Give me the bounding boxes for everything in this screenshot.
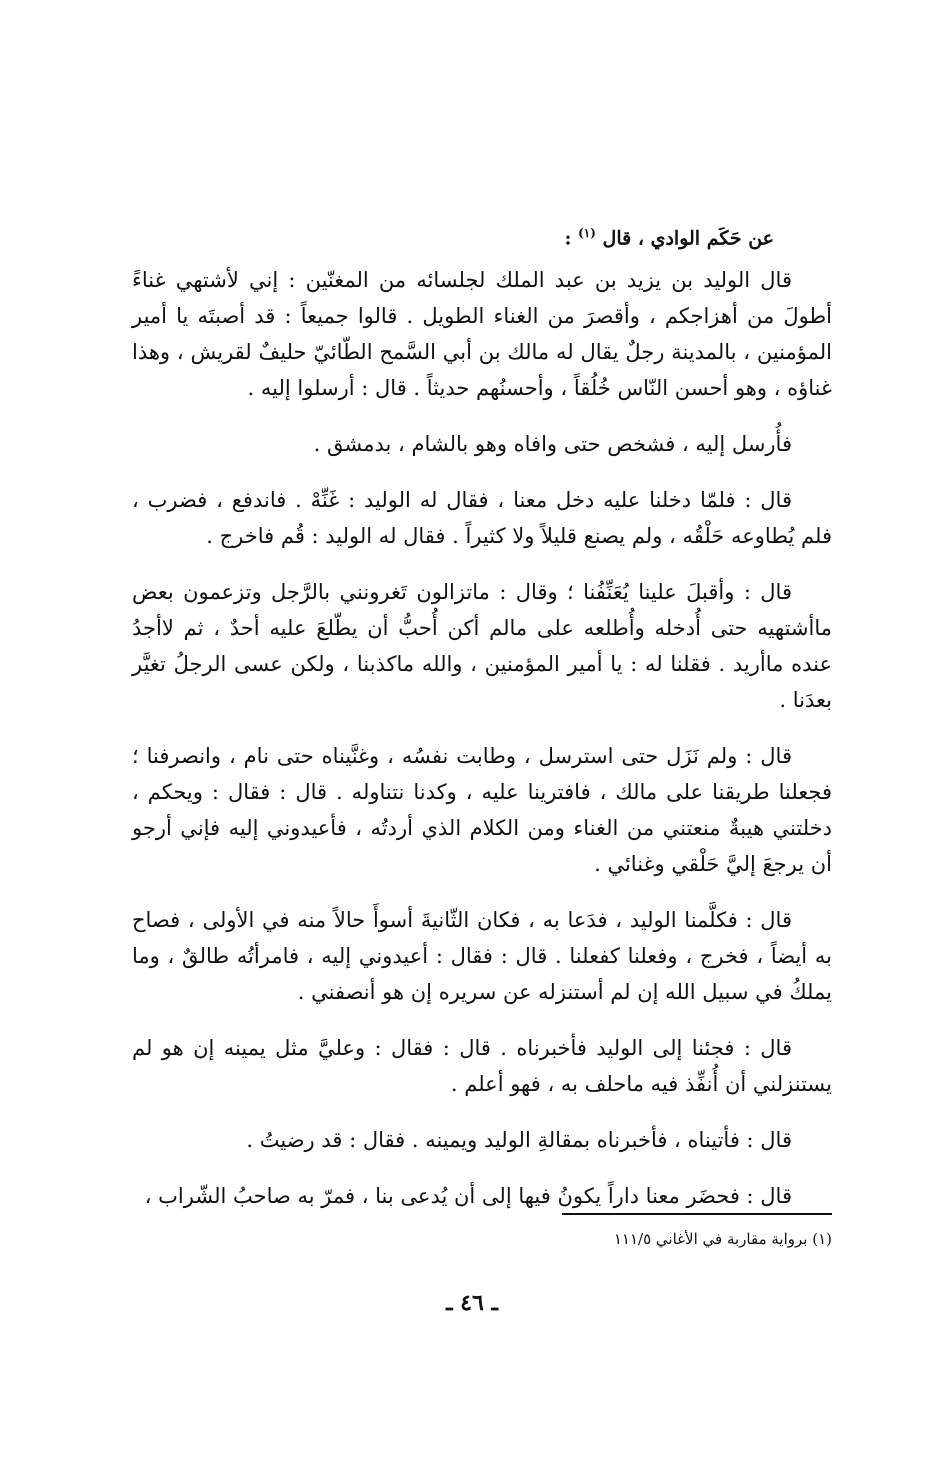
paragraph: قال : ولم نَزَل حتى استرسل ، وطابت نفسُه ، وغنَّيناه حتى نام ، وانصرفنا ؛ فجعلنا طريقنا على مالك ، فافترينا عليه ، وكدنا نتناوله . قال : فقال : ويحكم ، دخلتني هيبةٌ منعتني من الغناء ومن الكلام الذي أردتُه ، فأعيدوني إليه فإني أرجو أن يرجعَ إليَّ حَلْقي وغنائي . <box>132 744 832 876</box>
paragraph: قال : فحضَر معنا داراً يكونُ فيها إلى أن يُدعى بنا ، فمرّ به صاحبُ الشّراب ، <box>144 1184 792 1208</box>
footnote-reference: (١) <box>578 226 596 240</box>
page-number: ـ ٤٦ ـ <box>446 1290 498 1316</box>
paragraph: قال الوليد بن يزيد بن عبد الملك لجلسائه من المغنّين : إني لأشتهي غناءً أطولَ من أهزاجكم ، وأقصرَ من الغناء الطويل . قالوا جميعاً : قد أصبتَه يا أمير المؤمنين ، بالمدينة رجلٌ يقال له مالك بن أبي السَّمح الطّائيّ حليفٌ لقريش ، وهذا غناؤه ، وهو أحسن النّاس خُلُقاً ، وأحسنُهم حديثاً . قال : أرسلوا إليه . <box>132 268 832 400</box>
paragraph: قال : فأتيناه ، فأخبرناه بمقالةِ الوليد ويمينه . فقال : قد رضيتُ . <box>246 1128 792 1152</box>
paragraph: قال : فجئنا إلى الوليد فأخبرناه . قال : فقال : وعليَّ مثل يمينه إن هو لم يستنزلني أن أُنفِّذ فيه ماحلف به ، فهو أعلم . <box>132 1036 832 1096</box>
chapter-heading <box>374 220 774 251</box>
body-text <box>132 262 832 1234</box>
footnote: (١) برواية مقاربة في الأغاني ١١١/٥ <box>613 1230 832 1248</box>
paragraph: قال : فلمّا دخلنا عليه دخل معنا ، فقال له الوليد : غَنِّهْ . فاندفع ، فضرب ، فلم يُطاوعه حَلْقُه ، ولم يصنع قليلاً ولا كثيراً . فقال له الوليد : قُم فاخرج . <box>132 488 832 548</box>
heading-colon: : <box>564 227 572 250</box>
paragraph: فأُرسل إليه ، فشخص حتى وافاه وهو بالشام ، بدمشق . <box>313 432 792 456</box>
paragraph: قال : وأقبلَ علينا يُعَنِّفُنا ؛ وقال : ماتزالون تَغرونني بالرَّجل وتزعمون بعض ماأشتهيه حتى أُدخله وأُطلعه على مالم أكن أُحبُّ أن يطّلعَ عليه أحدٌ ، ثم لاأجدُ عنده ماأريد . فقلنا له : يا أمير المؤمنين ، والله ماكذبنا ، ولكن عسى الرجلُ تغيَّر بعدَنا . <box>132 580 832 712</box>
paragraph: قال : فكلَّمنا الوليد ، فدَعا به ، فكان الثّانيةَ أسوأَ حالاً منه في الأولى ، فصاح به أيضاً ، فخرج ، وفعلنا كفعلنا . قال : فقال : أعيدوني إليه ، فامرأتُه طالقٌ ، وما يملكُ في سبيل الله إن لم أستنزله عن سريره إن هو أنصفني . <box>132 908 832 1004</box>
footnote-divider <box>562 1213 832 1215</box>
heading-text: عن حَكَم الوادي ، قال <box>602 227 774 250</box>
